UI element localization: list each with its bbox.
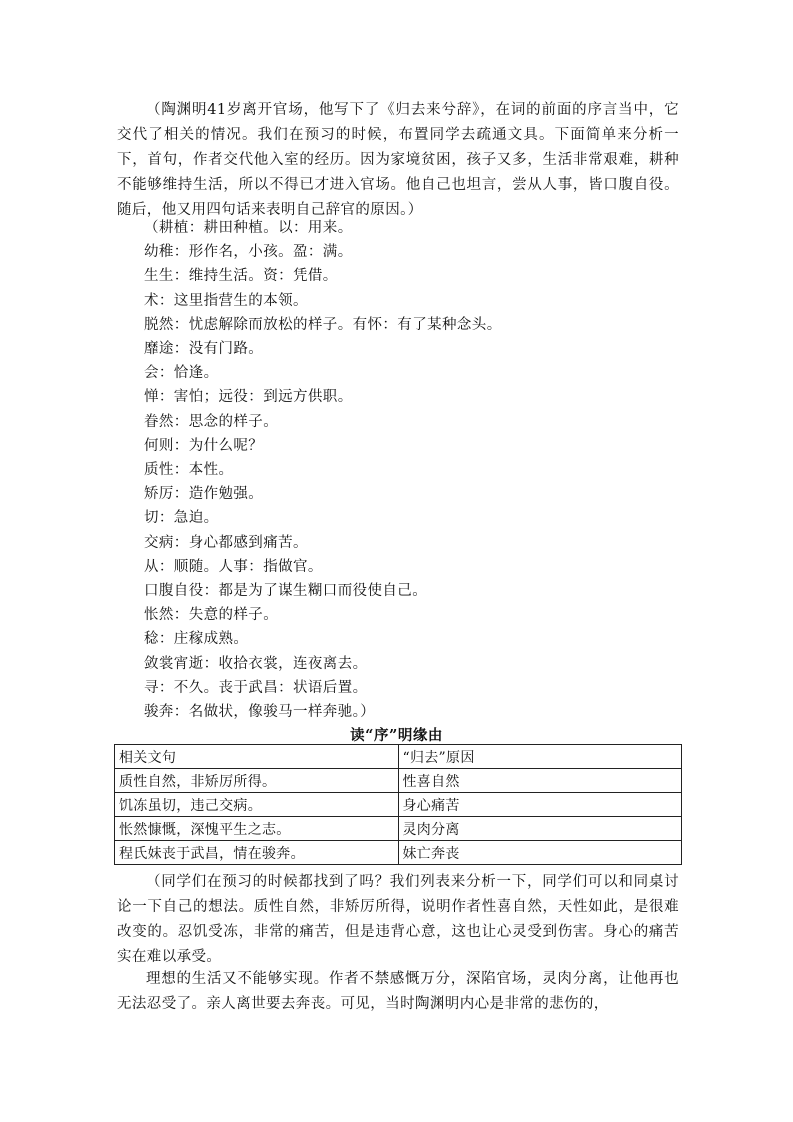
gloss-item: 术：这里指营生的本领。 <box>144 292 308 309</box>
table-header-row <box>115 745 682 769</box>
table-title: 读“序”明缘由 <box>350 727 443 744</box>
gloss-item: 眷然：思念的样子。 <box>144 413 279 430</box>
gloss-item: 寻：不久。丧于武昌：状语后置。 <box>144 679 368 696</box>
table-row <box>115 817 682 841</box>
gloss-list <box>144 216 684 724</box>
table-cell: 性喜自然 <box>398 769 682 793</box>
closing-paragraph: 理想的生活又不能够实现。作者不禁感慨万分，深陷官场，灵肉分离，让他再也无法忍受了。亲人离世要去奔丧。可见，当时陶渊明内心是非常的悲伤的， <box>117 971 679 1012</box>
table-cell: 灵肉分离 <box>398 817 682 841</box>
gloss-item: 惮：害怕；远役：到远方供职。 <box>144 389 353 406</box>
gloss-item: 切：急迫。 <box>144 510 219 527</box>
gloss-item: 靡途：没有门路。 <box>144 341 264 358</box>
table-row <box>115 793 682 817</box>
gloss-item: 稔：庄稼成熟。 <box>144 631 249 648</box>
gloss-item: 骏奔：名做状，像骏马一样奔驰。） <box>144 704 376 721</box>
table-cell: 怅然慷慨，深愧平生之志。 <box>115 817 399 841</box>
table-cell: 饥冻虽切，违己交病。 <box>115 793 399 817</box>
reasons-table <box>114 744 682 865</box>
gloss-item: 何则：为什么呢？ <box>144 437 264 454</box>
table-cell: 程氏妹丧于武昌，情在骏奔。 <box>115 841 399 865</box>
gloss-item: 从：顺随。人事：指做官。 <box>144 558 323 575</box>
table-cell: 身心痛苦 <box>398 793 682 817</box>
table-cell: 质性自然，非矫厉所得。 <box>115 769 399 793</box>
gloss-item: 交病：身心都感到痛苦。 <box>144 534 308 551</box>
table-header-cell: “归去”原因 <box>398 745 682 769</box>
table-row <box>115 841 682 865</box>
gloss-item: 矫厉：造作勉强。 <box>144 486 264 503</box>
discussion-paragraph: （同学们在预习的时候都找到了吗？我们列表来分析一下，同学们可以和同桌讨论一下自己的想法。质性自然，非矫厉所得，说明作者性喜自然，天性如此，是很难改变的。忍饥受冻，非常的痛苦，但是违背心意，这也让心灵受到伤害。身心的痛苦实在难以承受。 <box>117 874 679 965</box>
table-header-cell: 相关文句 <box>115 745 399 769</box>
gloss-item: 脱然：忧虑解除而放松的样子。有怀：有了某种念头。 <box>144 316 502 333</box>
gloss-item: 生生：维持生活。资：凭借。 <box>144 268 338 285</box>
gloss-item: 质性：本性。 <box>144 462 234 479</box>
table-row <box>115 769 682 793</box>
gloss-item: 幼稚：形作名，小孩。盈：满。 <box>144 244 353 261</box>
gloss-item: 会：恰逢。 <box>144 365 219 382</box>
table-cell: 妹亡奔丧 <box>398 841 682 865</box>
intro-paragraph: （陶渊明41岁离开官场，他写下了《归去来兮辞》，在词的前面的序言当中，它交代了相关的情况。我们在预习的时候，布置同学去疏通文具。下面简单来分析一下，首句，作者交代他入室的经历。因为家境贫困，孩子又多，生活非常艰难，耕种不能够维持生活，所以不得已才进入官场。他自己也坦言，尝从人事，皆口腹自役。随后，他又用四句话来表明自己辞官的原因。） <box>117 102 679 218</box>
gloss-item: （耕植：耕田种植。以：用来。 <box>144 220 353 236</box>
gloss-item: 口腹自役：都是为了谋生糊口而役使自己。 <box>144 583 428 600</box>
gloss-item: 敛裳宵逝：收拾衣裳，连夜离去。 <box>144 655 368 672</box>
gloss-item: 怅然：失意的样子。 <box>144 607 279 624</box>
